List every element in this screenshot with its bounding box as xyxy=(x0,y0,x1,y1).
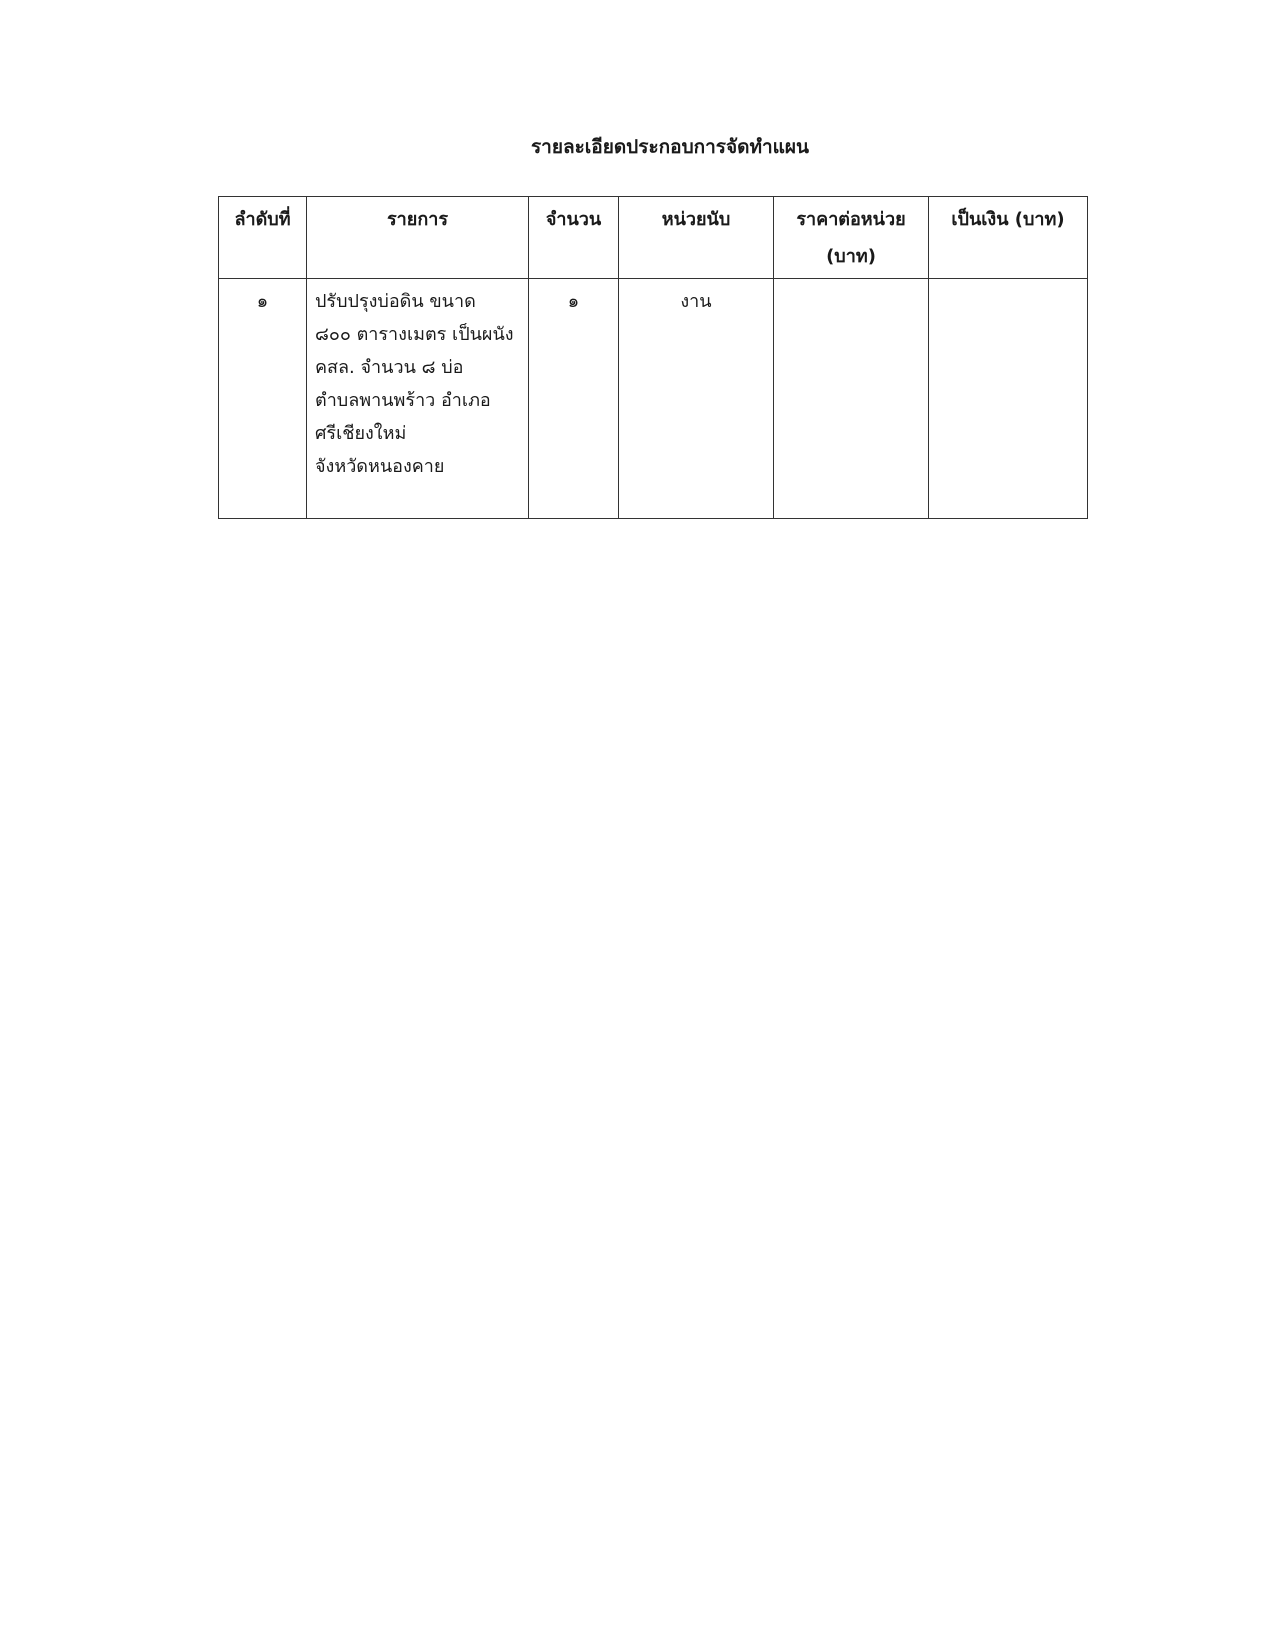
header-unit-price-line2: (บาท) xyxy=(826,246,876,267)
plan-detail-table xyxy=(218,196,1088,519)
cell-unit: งาน xyxy=(619,279,774,519)
item-line: จังหวัดหนองคาย xyxy=(315,456,445,477)
page-title: รายละเอียดประกอบการจัดทำแผน xyxy=(530,136,810,158)
item-line: คสล. จำนวน ๘ บ่อ xyxy=(315,357,464,378)
cell-unit-price xyxy=(774,279,929,519)
table-row xyxy=(219,279,1088,519)
cell-item xyxy=(307,279,529,519)
table-header-row xyxy=(219,197,1088,279)
item-line: ปรับปรุงบ่อดิน ขนาด xyxy=(315,291,476,312)
header-seq: ลำดับที่ xyxy=(219,197,307,279)
cell-total xyxy=(929,279,1088,519)
cell-quantity: ๑ xyxy=(529,279,619,519)
cell-seq: ๑ xyxy=(219,279,307,519)
header-unit-price xyxy=(774,197,929,279)
header-total: เป็นเงิน (บาท) xyxy=(929,197,1088,279)
header-item: รายการ xyxy=(307,197,529,279)
item-line: ศรีเชียงใหม่ xyxy=(315,423,407,444)
header-unit-price-line1: ราคาต่อหน่วย xyxy=(796,209,906,230)
header-quantity: จำนวน xyxy=(529,197,619,279)
header-unit: หน่วยนับ xyxy=(619,197,774,279)
item-line: ๘๐๐ ตารางเมตร เป็นผนัง xyxy=(315,324,514,345)
item-line: ตำบลพานพร้าว อำเภอ xyxy=(315,390,491,411)
